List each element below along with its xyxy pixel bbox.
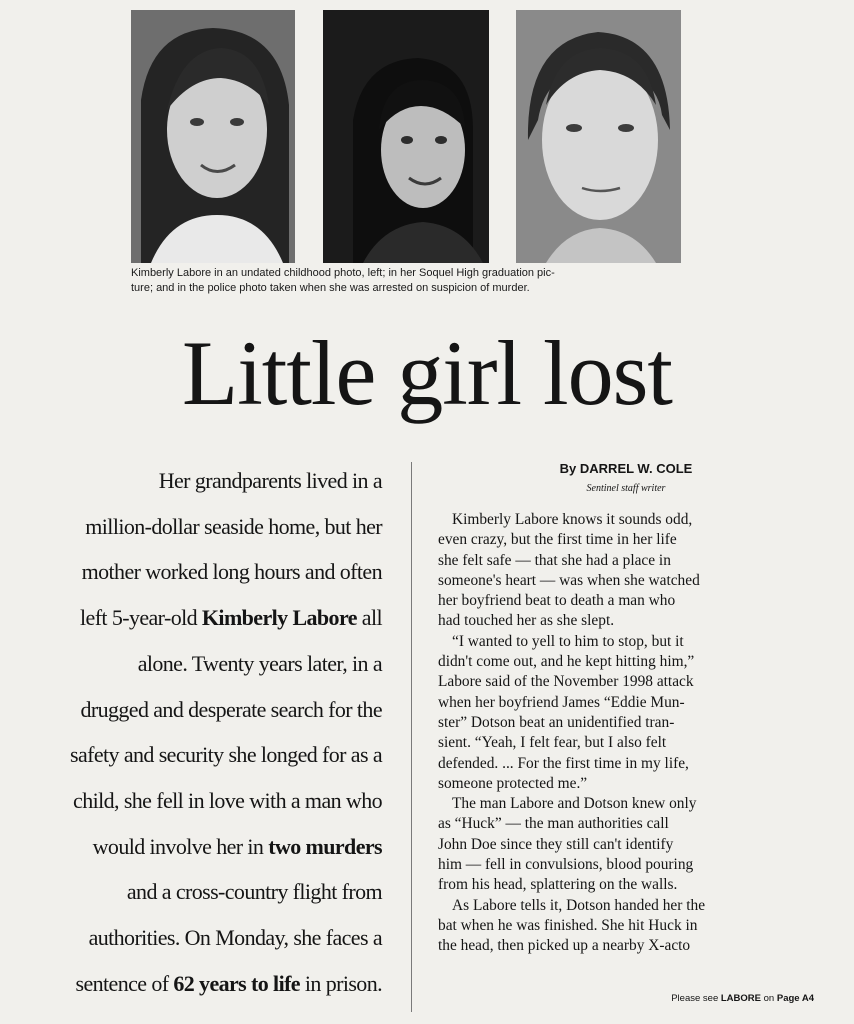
article-line: him — fell in convulsions, blood pouring — [438, 856, 694, 874]
deck-line: child, she fell in love with a man who — [73, 787, 382, 813]
article-line: bat when he was finished. She hit Huck in — [438, 916, 698, 934]
caption-line-2: ture; and in the police photo taken when she was arrested on suspicion of murder. — [131, 282, 530, 294]
headline: Little girl lost — [182, 322, 672, 424]
deck-text: sentence of — [75, 970, 174, 996]
deck-line: alone. Twenty years later, in a — [137, 650, 382, 676]
jump-page: Page A4 — [776, 993, 814, 1004]
continued-jump-line — [438, 992, 814, 1006]
jump-middle: on — [761, 993, 777, 1004]
article-line: John Doe since they still can't identify — [438, 835, 674, 853]
article-line: Kimberly Labore knows it sounds odd, — [452, 511, 693, 528]
photo-childhood — [131, 10, 295, 263]
article-line: ster” Dotson beat an unidentified tran- — [438, 713, 675, 731]
article-line: had touched her as she slept. — [438, 612, 615, 630]
byline: By DARREL W. COLE — [559, 461, 693, 476]
article-line: sient. “Yeah, I felt fear, but I also felt — [438, 734, 667, 752]
deck-line: authorities. On Monday, she faces a — [88, 925, 382, 951]
deck-text: left 5-year-old — [80, 605, 202, 631]
deck-text: would involve her in — [92, 833, 269, 859]
article-line: someone's heart — was when she watched — [438, 571, 700, 589]
deck-bold-sentence: 62 years to life — [173, 970, 300, 996]
article-body — [438, 510, 816, 957]
article-line: the head, then picked up a nearby X-acto — [438, 937, 691, 955]
deck-line: million-dollar seaside home, but her — [85, 513, 382, 539]
article-line: even crazy, but the first time in her life — [438, 531, 677, 549]
jump-prefix: Please see — [671, 993, 721, 1004]
article-line: Labore said of the November 1998 attack — [438, 673, 694, 691]
article-line: she felt safe — that she had a place in — [438, 551, 671, 569]
article-line: when her boyfriend James “Eddie Mun- — [438, 693, 685, 711]
deck-line: and a cross-country flight from — [126, 879, 382, 905]
deck-line: Her grandparents lived in a — [158, 468, 382, 493]
deck-summary — [2, 458, 382, 1006]
article-line: as “Huck” — the man authorities call — [438, 815, 669, 833]
deck-line — [2, 595, 382, 641]
caption-line-1: Kimberly Labore in an undated childhood photo, left; in her Soquel High graduation pic- — [131, 267, 555, 279]
deck-bold-name: Kimberly Labore — [201, 605, 357, 631]
deck-line: drugged and desperate search for the — [80, 696, 382, 722]
article-line: someone protected me.” — [438, 774, 588, 792]
column-divider — [411, 462, 412, 1012]
article-line: defended. ... For the first time in my life, — [438, 754, 689, 772]
deck-text: in prison. — [299, 970, 382, 996]
deck-line: safety and security she longed for as a — [70, 742, 382, 768]
article-line: her boyfriend beat to death a man who — [438, 592, 676, 610]
photo-graduation — [323, 10, 489, 263]
photo-caption — [131, 266, 691, 296]
deck-line: mother worked long hours and often — [81, 559, 382, 585]
article-line: The man Labore and Dotson knew only — [452, 795, 697, 813]
article-line: “I wanted to yell to him to stop, but it — [452, 632, 684, 650]
article-line: As Labore tells it, Dotson handed her the — [452, 896, 706, 914]
deck-bold-murders: two murders — [268, 833, 382, 859]
photo-police — [516, 10, 681, 263]
deck-line — [2, 824, 382, 870]
deck-text: all — [356, 605, 382, 631]
jump-slug: LABORE — [720, 993, 761, 1004]
byline-role: Sentinel staff writer — [586, 483, 666, 494]
article-line: from his head, splattering on the walls. — [438, 876, 678, 894]
article-line: didn't come out, and he kept hitting him,” — [438, 653, 695, 671]
deck-line — [2, 961, 382, 1007]
